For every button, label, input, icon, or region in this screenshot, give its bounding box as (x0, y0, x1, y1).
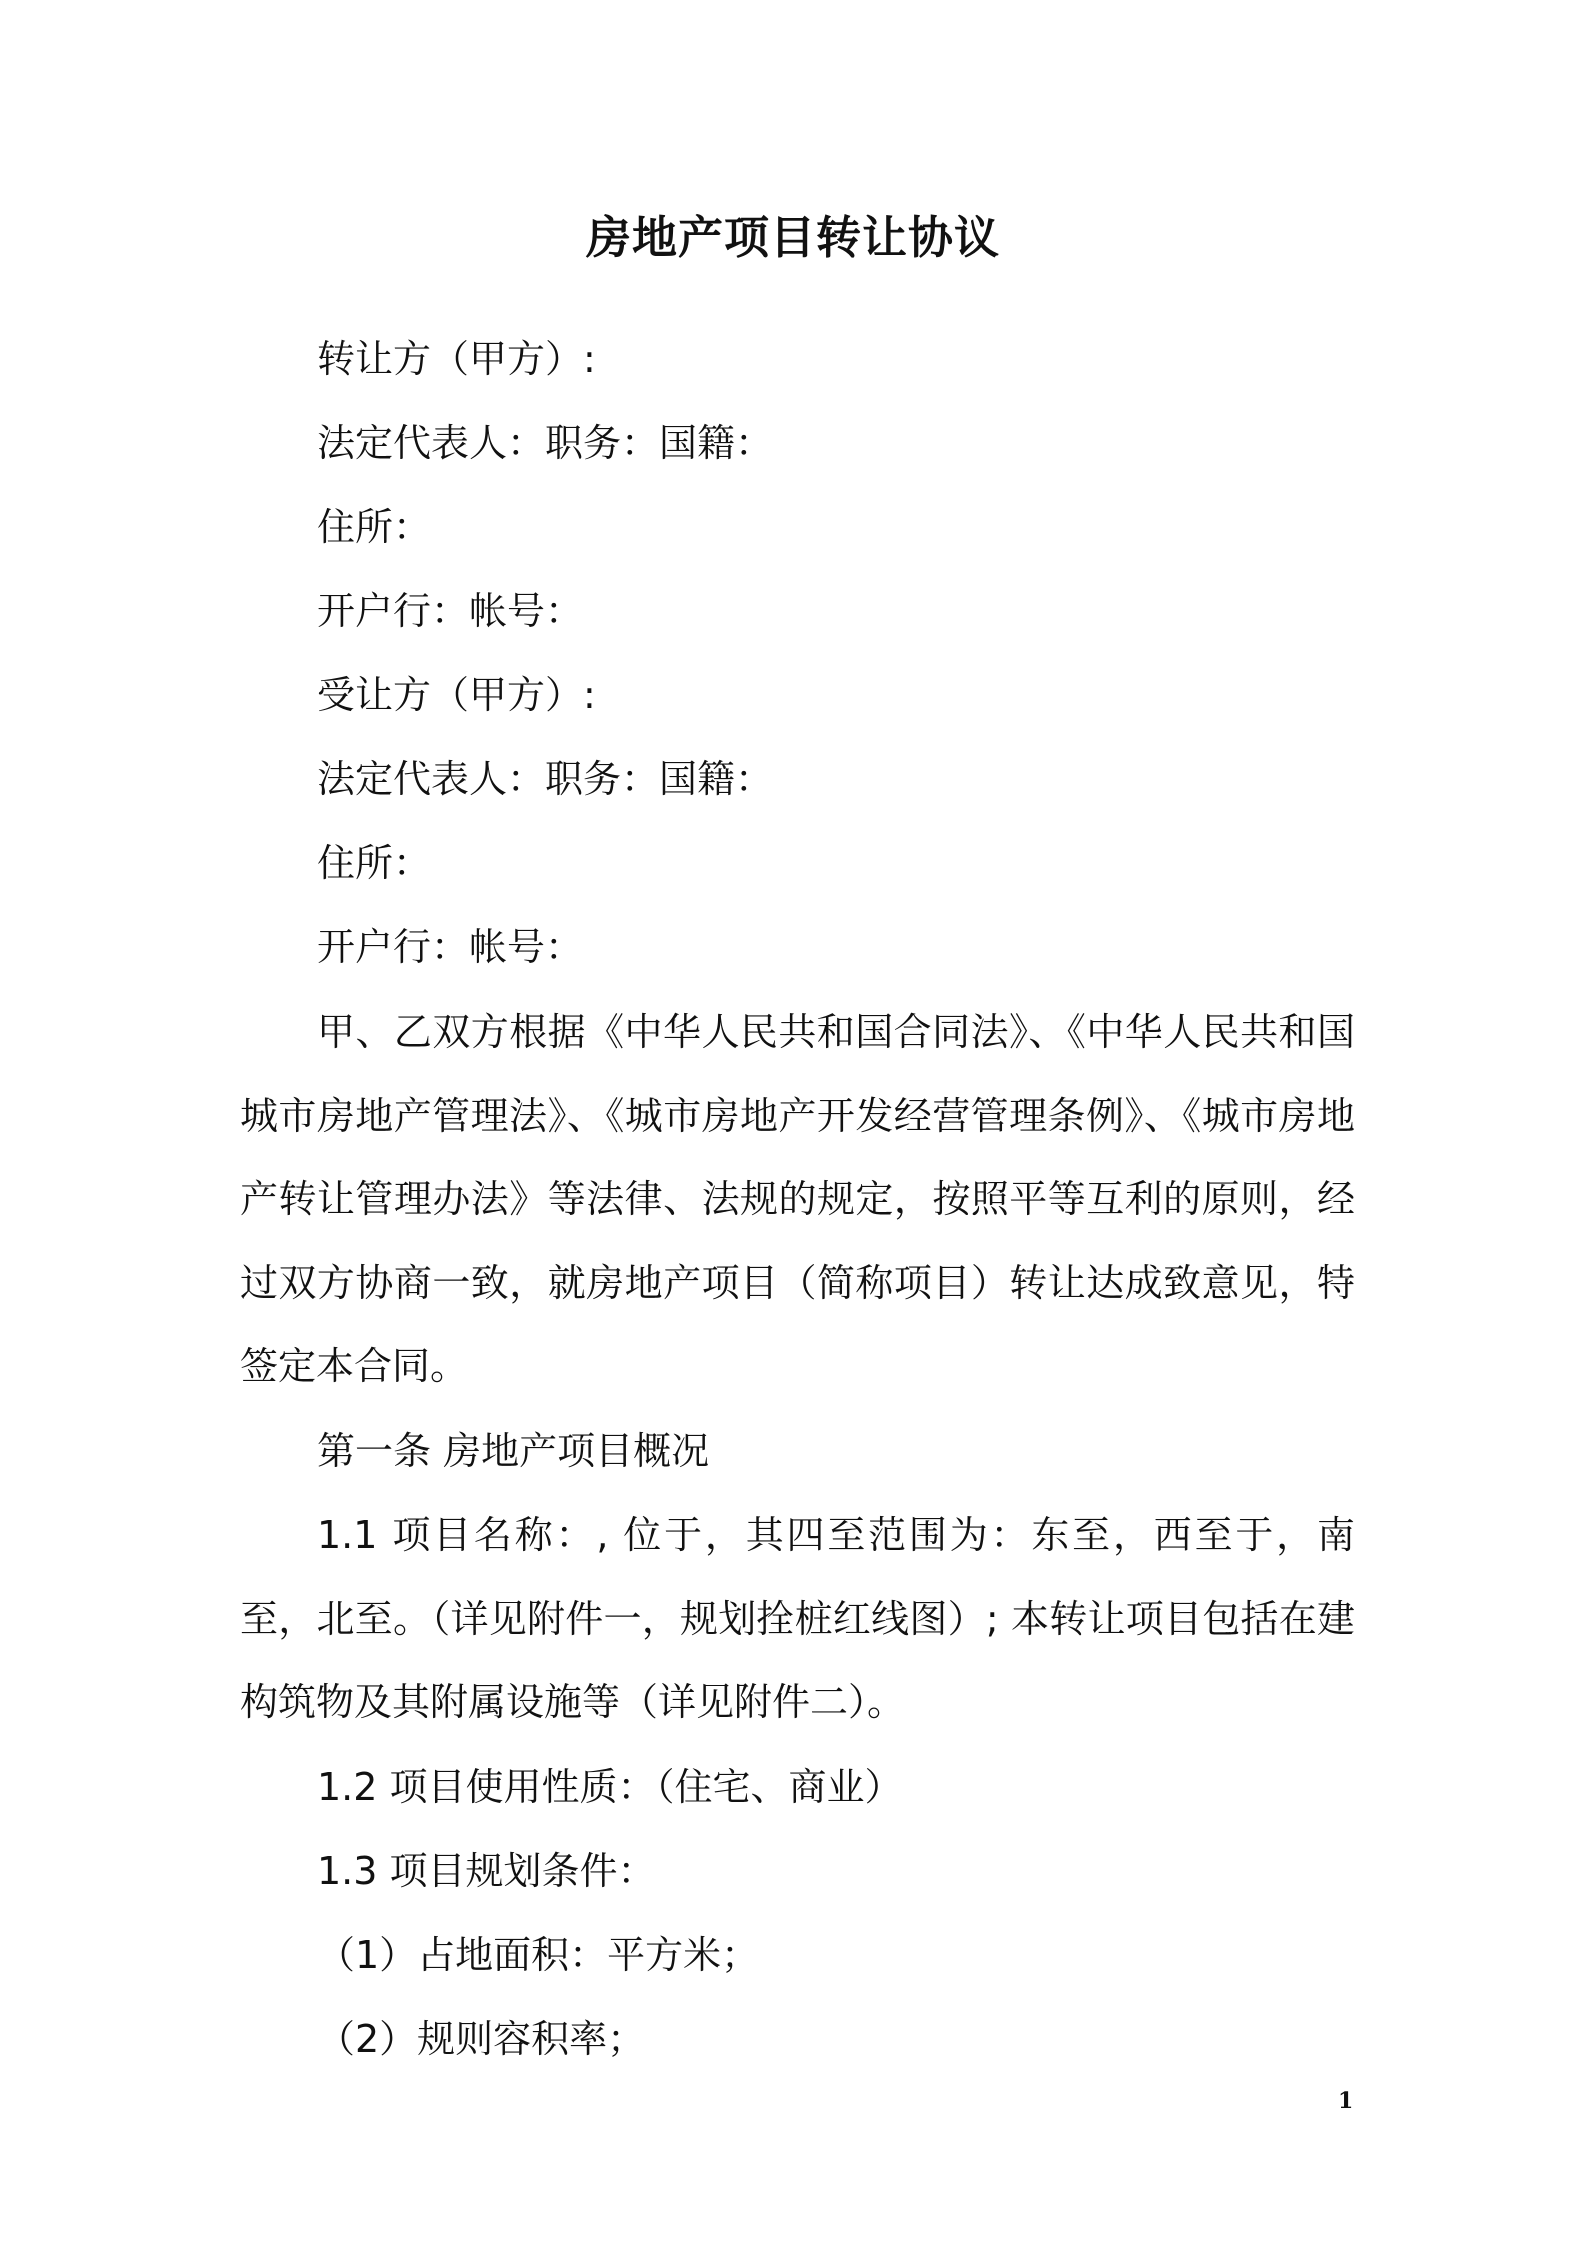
article-1-heading: 第一条 房地产项目概况 (317, 1429, 710, 1473)
party-b-representative-label: 法定代表人：职务：国籍： (317, 757, 774, 801)
party-b-name-label: 受让方（甲方）: (317, 673, 596, 717)
party-a-name-label: 转让方（甲方）: (317, 337, 596, 381)
party-b-address-label: 住所： (317, 841, 432, 885)
party-a-address-label: 住所： (317, 505, 432, 549)
planning-item-1: （1）占地面积：平方米； (317, 1933, 760, 1977)
clause-1-2: 1.2 项目使用性质：（住宅、商业） (317, 1765, 903, 1809)
clause-1-3: 1.3 项目规划条件： (317, 1849, 656, 1893)
party-b-bank-label: 开户行：帐号： (317, 925, 584, 969)
party-a-bank-label: 开户行：帐号： (317, 589, 584, 633)
preamble-paragraph: 甲、乙双方根据《中华人民共和国合同法》、《中华人民共和国城市房地产管理法》、《城市房地产开发经营管理条例》、《城市房地产转让管理办法》等法律、法规的规定，按照平等互利的原则，经过双方协商一致，就房地产项目（简称项目）转让达成致意见，特签定本合同。 (240, 1010, 1355, 1388)
planning-item-2: （2）规则容积率； (317, 2017, 646, 2061)
document-title: 房地产项目转让协议 (585, 211, 1000, 264)
page-number: 1 (1338, 2088, 1354, 2114)
party-a-representative-label: 法定代表人：职务：国籍： (317, 421, 774, 465)
clause-1-1: 1.1 项目名称：, 位于，其四至范围为：东至，西至于，南至，北至。（详见附件一，规划拴桩红线图）; 本转让项目包括在建构筑物及其附属设施等（详见附件二）。 (240, 1513, 1355, 1724)
